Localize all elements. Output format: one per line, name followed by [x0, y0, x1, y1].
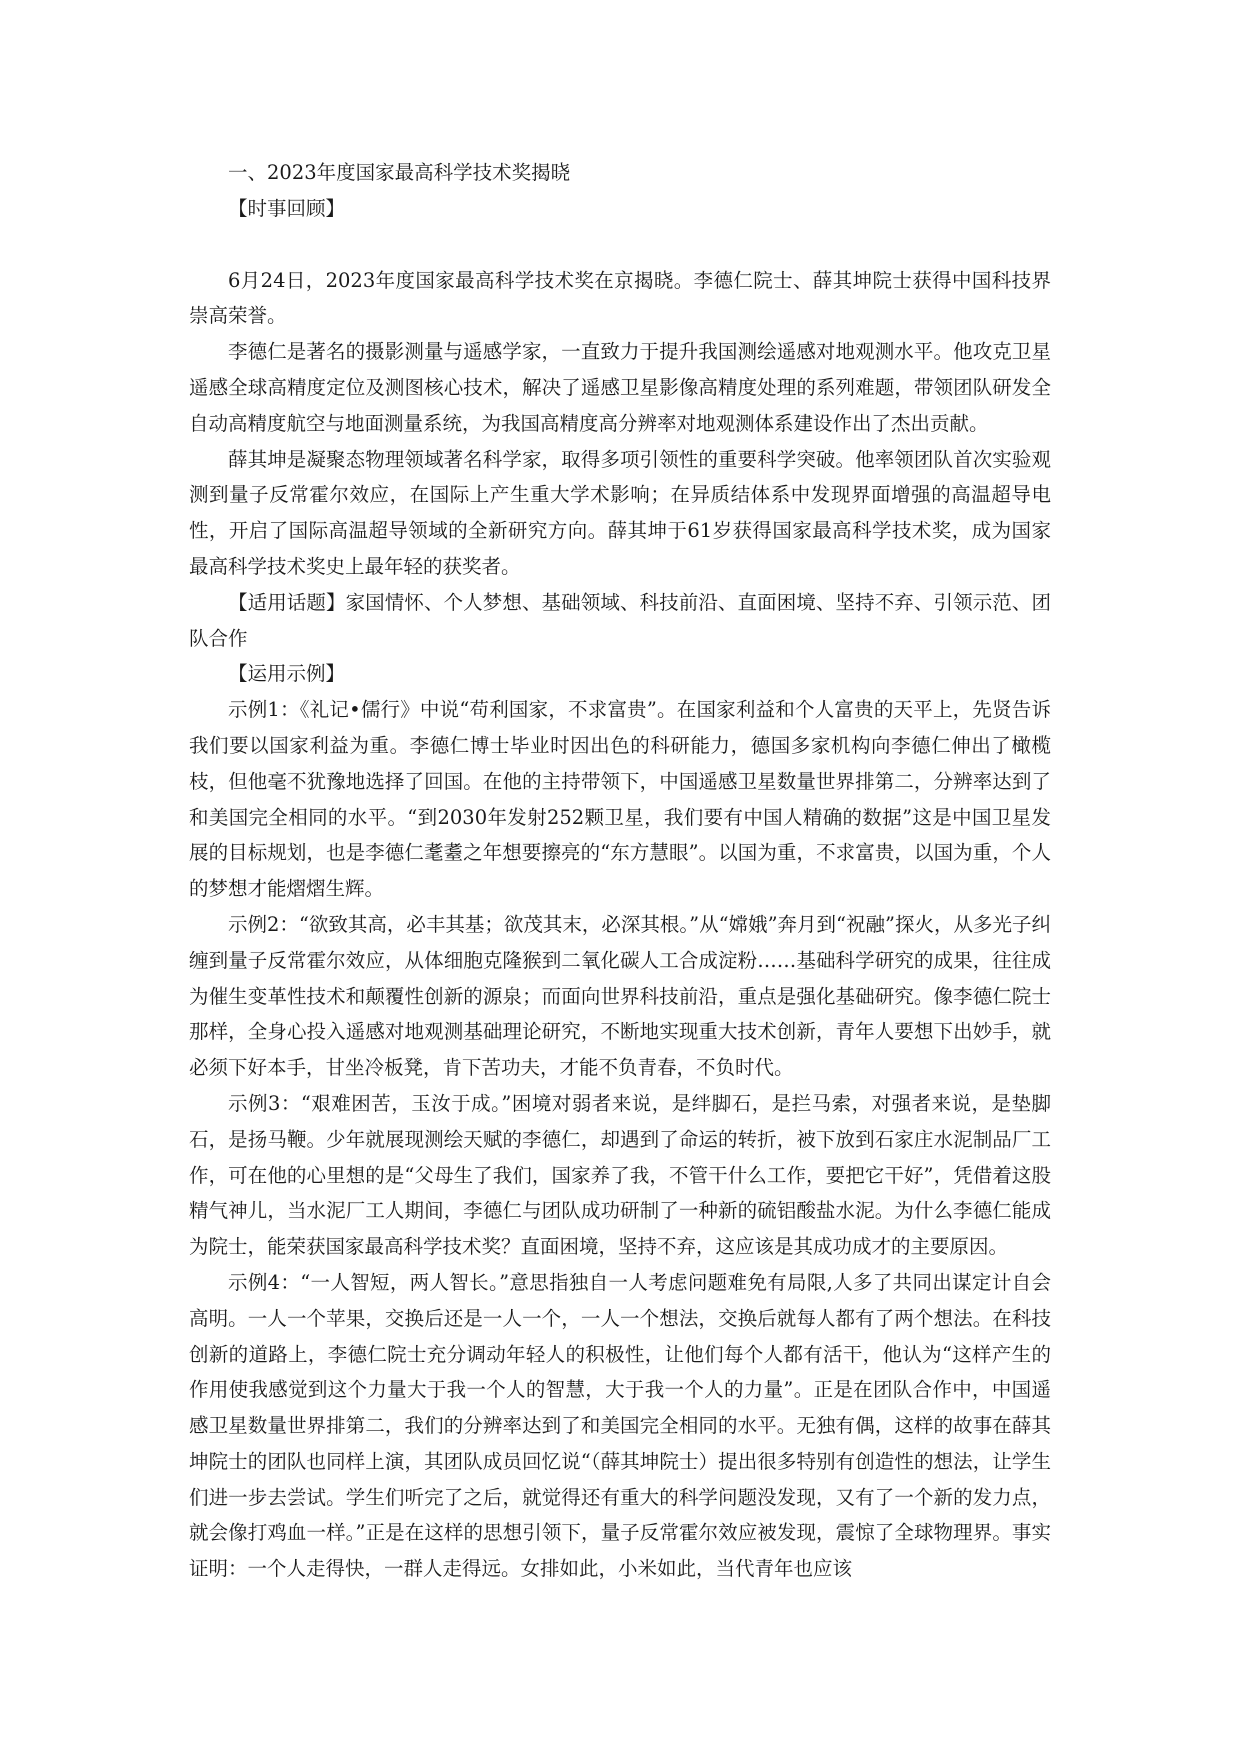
paragraph-topics: 【适用话题】家国情怀、个人梦想、基础领域、科技前沿、直面困境、坚持不弃、引领示范、团队合作 [189, 590, 1051, 650]
paragraph-award-announcement: 6月24日，2023年度国家最高科学技术奖在京揭晓。李德仁院士、薛其坤院士获得中国科技界崇高荣誉。 [189, 268, 1051, 328]
paragraph-example-1: 示例1：《礼记•儒行》中说“苟利国家，不求富贵”。在国家利益和个人富贵的天平上，先贤告诉我们要以国家利益为重。李德仁博士毕业时因出色的科研能力，德国多家机构向李德仁伸出了橄榄枝，但他毫不犹豫地选择了回国。在他的主持带领下，中国遥感卫星数量世界排第二，分辨率达到了和美国完全相同的水平。“到2030年发射252颗卫星，我们要有中国人精确的数据”这是中国卫星发展的目标规划，也是李德仁耄耋之年想要擦亮的“东方慧眼”。以国为重，不求富贵，以国为重，个人的梦想才能熠熠生辉。 [189, 698, 1051, 901]
section-heading: 一、2023年度国家最高科学技术奖揭晓 [228, 161, 571, 184]
paragraph-example-2: 示例2：“欲致其高，必丰其基；欲茂其末，必深其根。”从“嫦娥”奔月到“祝融”探火，从多光子纠缠到量子反常霍尔效应，从体细胞克隆猴到二氧化碳人工合成淀粉……基础科学研究的成果，往往成为催生变革性技术和颠覆性创新的源泉；而面向世界科技前沿，重点是强化基础研究。像李德仁院士那样，全身心投入遥感对地观测基础理论研究，不断地实现重大技术创新，青年人要想下出妙手，就必须下好本手，甘坐冷板凳，肯下苦功夫，才能不负青春，不负时代。 [189, 912, 1051, 1080]
review-label: 【时事回顾】 [228, 196, 346, 220]
blank-line [189, 227, 1051, 263]
paragraph-li-deren: 李德仁是著名的摄影测量与遥感学家，一直致力于提升我国测绘遥感对地观测水平。他攻克卫星遥感全球高精度定位及测图核心技术，解决了遥感卫星影像高精度处理的系列难题，带领团队研发全自动高精度航空与地面测量系统，为我国高精度高分辨率对地观测体系建设作出了杰出贡献。 [189, 340, 1051, 435]
paragraph-example-4: 示例4：“一人智短，两人智长。”意思指独自一人考虑问题难免有局限,人多了共同出谋定计自会高明。一人一个苹果，交换后还是一人一个，一人一个想法，交换后就每人都有了两个想法。在科技创新的道路上，李德仁院士充分调动年轻人的积极性，让他们每个人都有活干，他认为“这样产生的作用使我感觉到这个力量大于我一个人的智慧，大于我一个人的力量”。正是在团队合作中，中国遥感卫星数量世界排第二，我们的分辨率达到了和美国完全相同的水平。无独有偶，这样的故事在薛其坤院士的团队也同样上演，其团队成员回忆说“（薛其坤院士）提出很多特别有创造性的想法，让学生们进一步去尝试。学生们听完了之后，就觉得还有重大的科学问题没发现，又有了一个新的发力点，就会像打鸡血一样。”正是在这样的思想引领下，量子反常霍尔效应被发现，震惊了全球物理界。事实证明：一个人走得快，一群人走得远。女排如此，小米如此，当代青年也应该 [189, 1270, 1051, 1581]
paragraph-xue-qikun: 薛其坤是凝聚态物理领域著名科学家，取得多项引领性的重要科学突破。他率领团队首次实验观测到量子反常霍尔效应，在国际上产生重大学术影响；在异质结体系中发现界面增强的高温超导电性，开启了国际高温超导领域的全新研究方向。薛其坤于61岁获得国家最高科学技术奖，成为国家最高科学技术奖史上最年轻的获奖者。 [189, 447, 1051, 578]
paragraph-examples-label: 【运用示例】 [228, 662, 346, 686]
document-body [189, 155, 1051, 1587]
paragraph-example-3: 示例3：“艰难困苦，玉汝于成。”困境对弱者来说，是绊脚石，是拦马索，对强者来说，是垫脚石，是扬马鞭。少年就展现测绘天赋的李德仁，却遇到了命运的转折，被下放到石家庄水泥制品厂工作，可在他的心里想的是“父母生了我们，国家养了我，不管干什么工作，要把它干好”，凭借着这股精气神儿，当水泥厂工人期间，李德仁与团队成功研制了一种新的硫铝酸盐水泥。为什么李德仁能成为院士，能荣获国家最高科学技术奖？直面困境，坚持不弃，这应该是其成功成才的主要原因。 [189, 1091, 1051, 1259]
